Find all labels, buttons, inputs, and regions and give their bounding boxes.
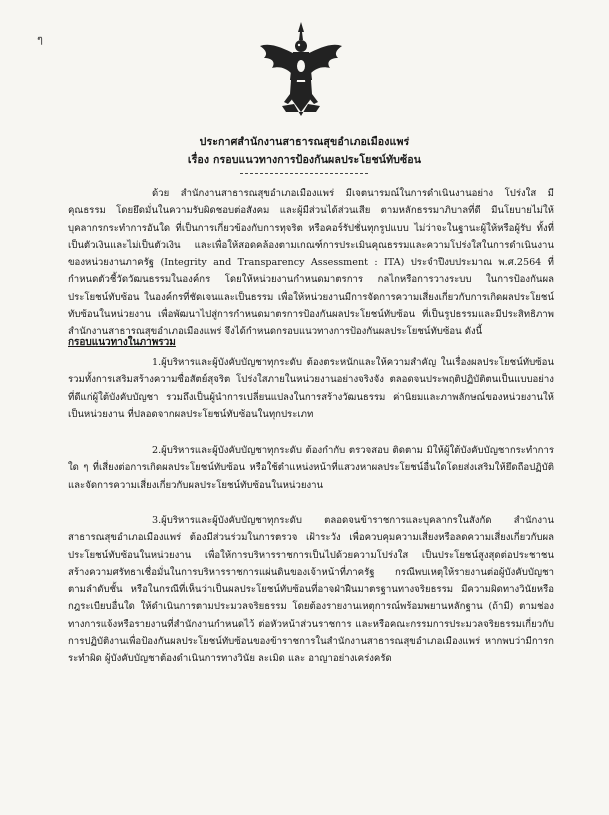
intro-paragraph: ด้วย สำนักงานสาธารณสุขอำเภอเมืองแพร่ มีเจตนารมณ์ในการดำเนินงานอย่าง โปร่งใส มีคุณธรรม โดยยึดมั่นในความรับผิดชอบต่อสังคม และผู้มีส่วนได้ส่วนเสีย ตามหลักธรรมาภิบาลที่ดี มีนโยบายไม่ให้บุคลากรกระทำการอันใด ที่เป็นการเกี่ยวข้องกับการทุจริต หรือคอร์รัปชั่นทุกรูปแบบ ไม่ว่าจะในฐานะผู้ให้หรือผู้รับ ทั้งที่เป็นตัวเงินและไม่เป็นตัวเงิน และเพื่อให้สอดคล้องตามเกณฑ์การประเมินคุณธรรมและความโปร่งใสในการดำเนินงานของหน่วยงานภาครัฐ (Integrity and Transparency Assessment : ITA) ประจำปีงบประมาณ พ.ศ.2564 ที่กำหนดตัวชี้วัดวัฒนธรรมในองค์กร โดยให้หน่วยงานกำหนดมาตรการ กลไกหรือการวางระบบ ในการป้องกันผลประโยชน์ทับซ้อน ในองค์กรที่ชัดเจนและเป็นธรรม เพื่อให้หน่วยงานมีการจัดการความเสี่ยงเกี่ยวกับการเกิดผลประโยชน์ทับซ้อนในหน่วยงาน เพื่อพัฒนาไปสู่การกำหนดมาตรการป้องกันผลประโยชน์ทับซ้อน ที่เป็นรูปธรรมและมีประสิทธิภาพ สำนักงานสาธารณสุขอำเภอเมืองแพร่ จึงได้กำหนดกรอบแนวทางการป้องกันผลประโยชน์ทับซ้อน ดังนี้ [68, 188, 554, 338]
document-subject: เรื่อง กรอบแนวทางการป้องกันผลประโยชน์ทับซ้อน [187, 154, 422, 166]
list-item-2: 2.ผู้บริหารและผู้บังคับบัญชาทุกระดับ ต้องกำกับ ตรวจสอบ ติดตาม มิให้ผู้ใต้บังคับบัญชากระทำการใด ๆ ที่เสี่ยงต่อการเกิดผลประโยชน์ทับซ้อน หรือใช้ตำแหน่งหน้าที่แสวงหาผลประโยชน์อื่นใดโดยส่งเสริมให้ยึดถือปฏิบัติ และจัดการความเสี่ยงเกี่ยวกับผลประโยชน์ทับซ้อนในหน่วยงาน [68, 445, 554, 491]
list-item-1: 1.ผู้บริหารและผู้บังคับบัญชาทุกระดับ ต้องตระหนักและให้ความสำคัญ ในเรื่องผลประโยชน์ทับซ้อน รวมทั้งการเสริมสร้างความซื่อสัตย์สุจริต โปร่งใสภายในหน่วยงานอย่างจริงจัง ตลอดจนประพฤติปฏิบัติตนเป็นแบบอย่างที่ดีแก่ผู้ใต้บังคับบัญชา รวมถึงเป็นผู้นำการเปลี่ยนแปลงในการสร้างวัฒนธรรม ค่านิยมและภาพลักษณ์ของหน่วยงานให้เป็นหน่วยงาน ที่ปลอดจากผลประโยชน์ทับซ้อนในทุกประเภท [68, 357, 554, 420]
section-heading: กรอบแนวทางในภาพรวม [68, 337, 176, 348]
garuda-emblem-icon [258, 20, 344, 120]
list-item-3: 3.ผู้บริหารและผู้บังคับบัญชาทุกระดับ ตลอดจนข้าราชการและบุคลากรในสังกัด สำนักงานสาธารณสุขอำเภอเมืองแพร่ ต้องมีส่วนร่วมในการตรวจ เฝ้าระวัง เพื่อควบคุมความเสี่ยงหรือลดความเสี่ยงเกี่ยวกับผลประโยชน์ทับซ้อนในหน่วยงาน เพื่อให้การบริหารราชการเป็นไปด้วยความโปร่งใส เป็นประโยชน์สูงสุดต่อประชาชน สร้างความศรัทธาเชื่อมั่นในการบริหารราชการแผ่นดินของเจ้าหน้าที่ภาครัฐ กรณีพบเหตุให้รายงานต่อผู้บังคับบัญชาตามลำดับชั้น หรือในกรณีที่เห็นว่าเป็นผลประโยชน์ทับซ้อนที่อาจฝ่าฝืนมาตรฐานทางจริยธรรม มีความผิดทางวินัยหรือกฎระเบียบอื่นใด ให้ดำเนินการตามประมวลจริยธรรม โดยต้องรายงานเหตุการณ์พร้อมพยานหลักฐาน (ถ้ามี) ตามช่องทางการแจ้งหรือรายงานที่สำนักงานกำหนดไว้ ต่อหัวหน้าส่วนราชการ และหรือคณะกรรมการประมวลจริยธรรมเกี่ยวกับการปฏิบัติงานเพื่อป้องกันผลประโยชน์ทับซ้อนของข้าราชการในสำนักงานสาธารณสุขอำเภอเมืองแพร่ หากพบว่ามีการกระทำผิด ผู้บังคับบัญชาต้องดำเนินการทางวินัย ละเมิด และ อาญาอย่างเคร่งครัด [68, 515, 554, 665]
title-divider [240, 173, 368, 174]
document-title: ประกาศสำนักงานสาธารณสุขอำเภอเมืองแพร่ [199, 136, 410, 148]
corner-mark: ๆ [37, 33, 43, 46]
